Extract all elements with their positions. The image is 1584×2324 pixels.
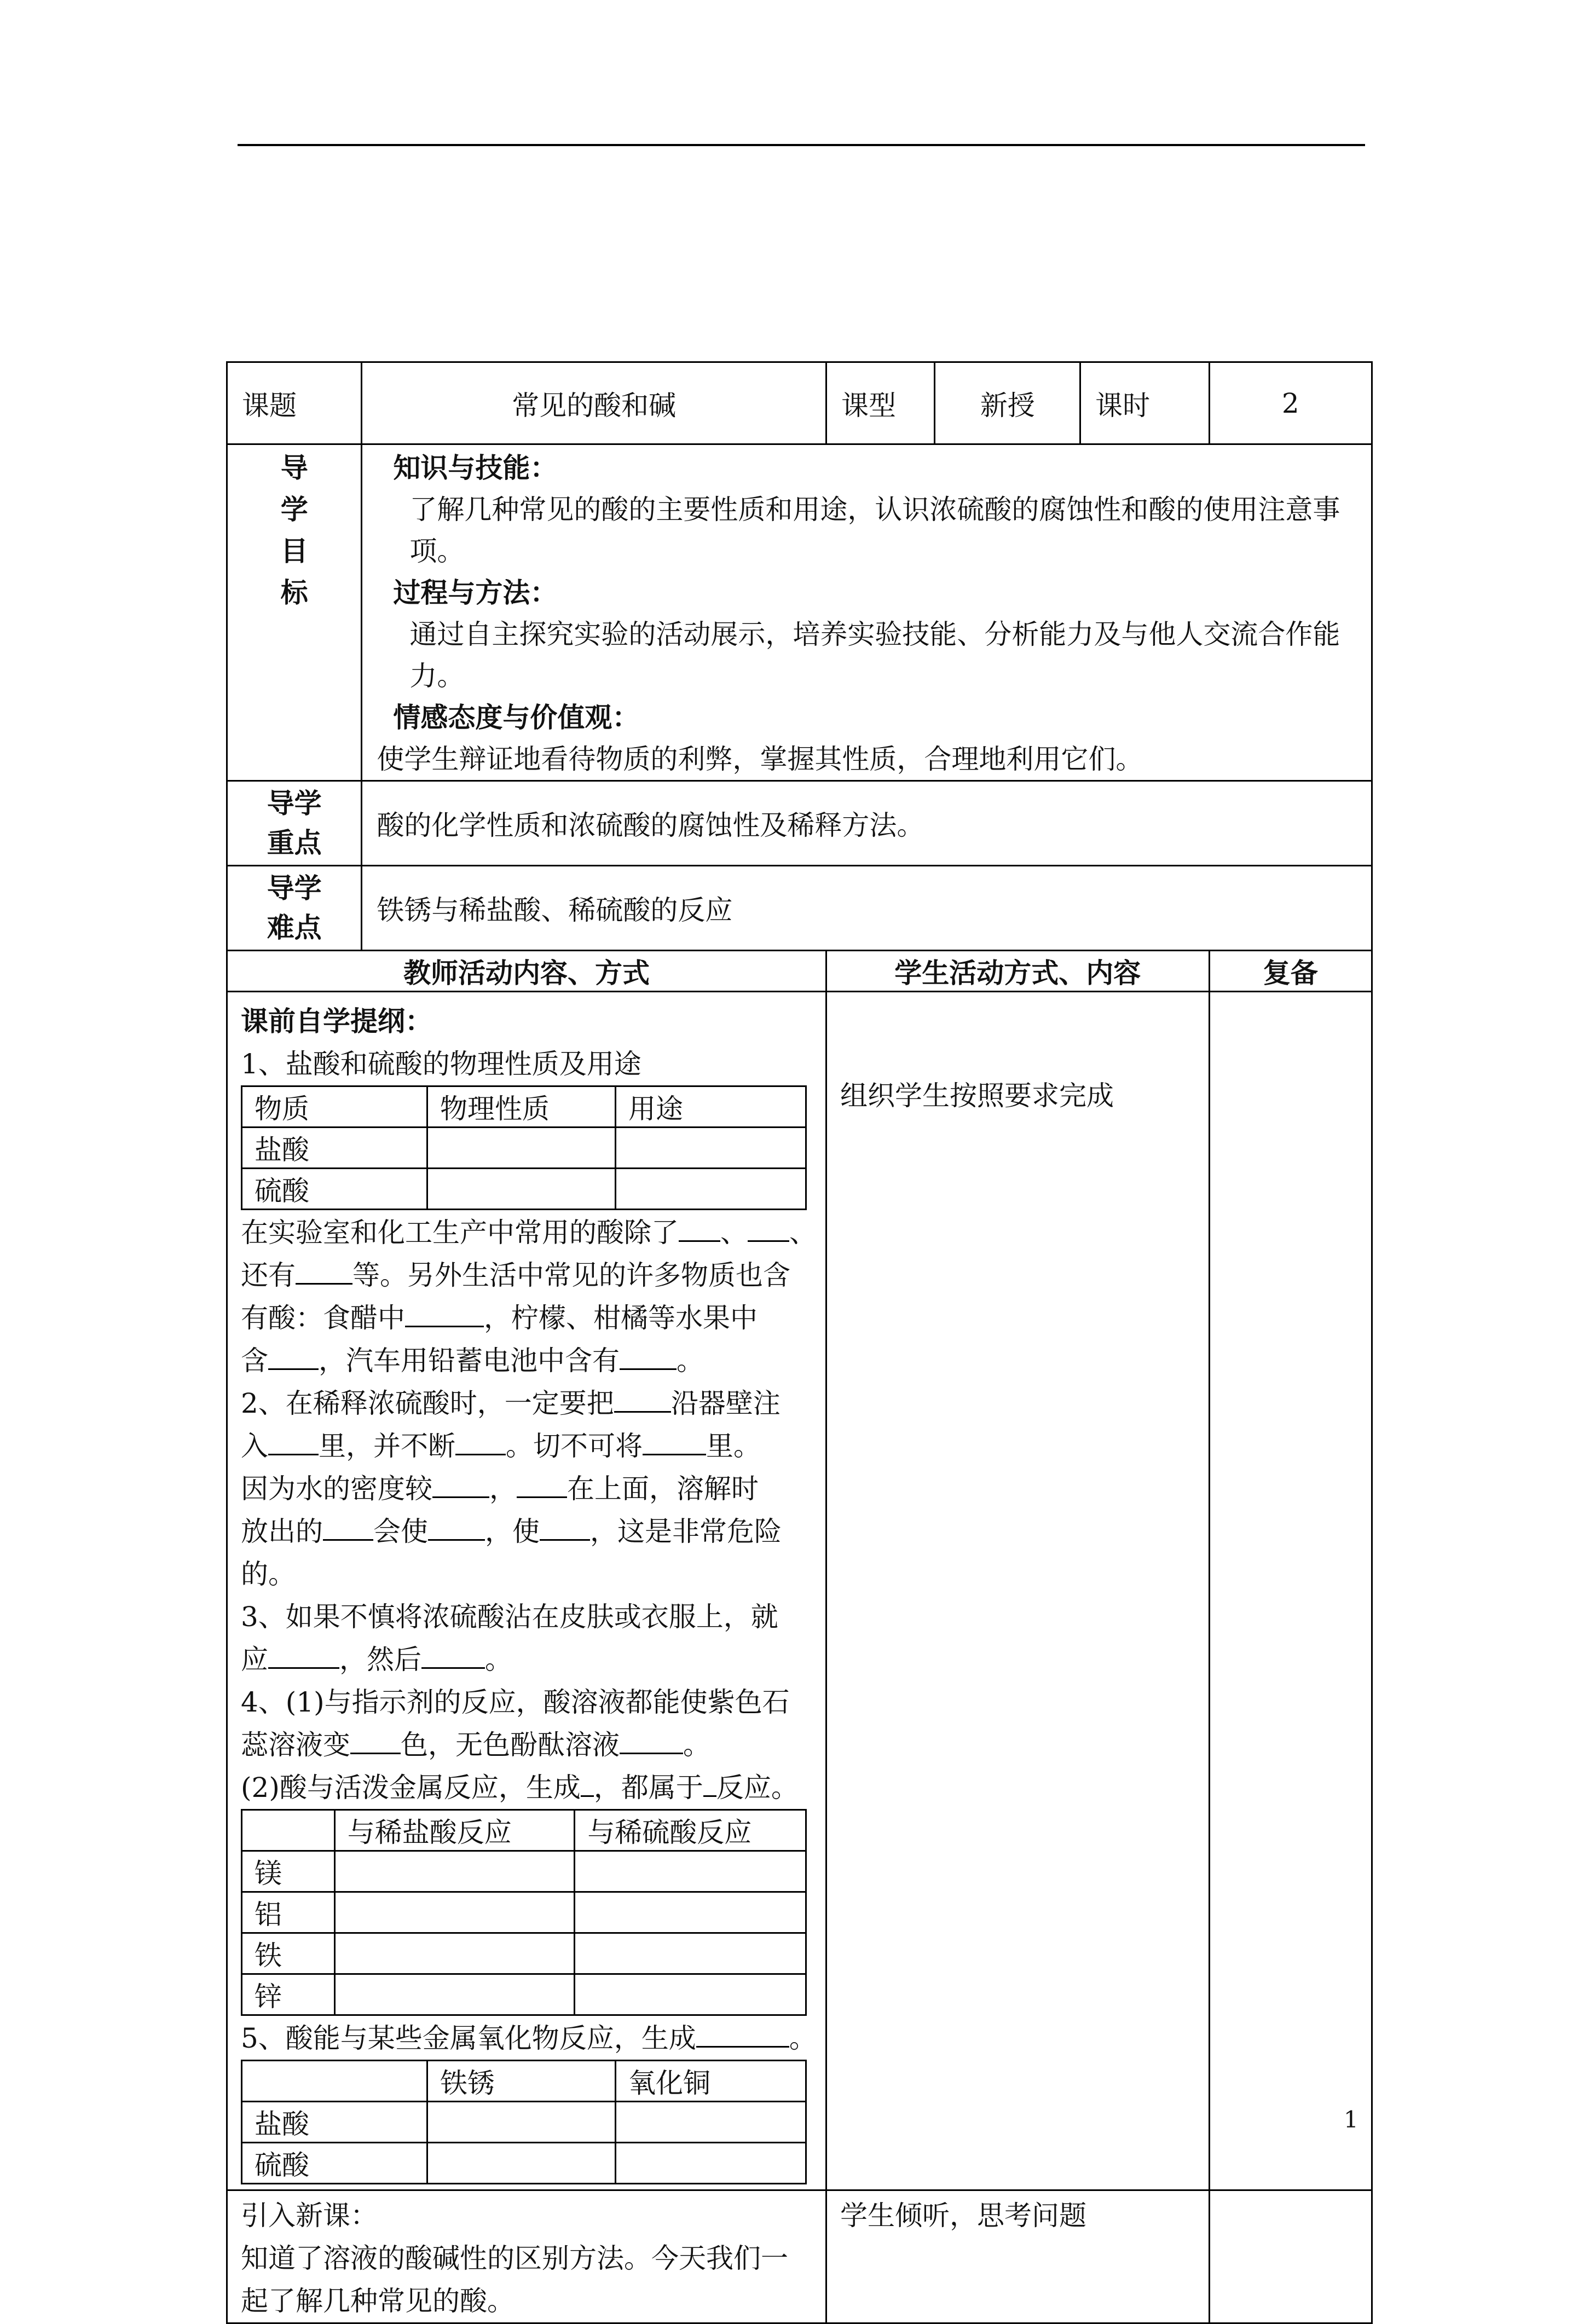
question-2-line: 的。 [241,1558,296,1590]
text-span: 。 [677,1345,704,1377]
paragraph-line [241,1339,817,1382]
table-cell [616,2102,806,2143]
subject-value: 常见的酸和碱 [362,362,826,444]
table-row [242,1892,806,1933]
hours-value: 2 [1209,362,1372,444]
fill-blank[interactable] [703,1771,716,1797]
fill-blank[interactable] [643,1430,706,1455]
fill-blank[interactable] [455,1430,506,1455]
text-span: 蕊溶液变 [241,1729,350,1761]
fill-blank[interactable] [296,1259,352,1285]
fill-blank[interactable] [268,1643,339,1669]
type-value: 新授 [935,362,1080,444]
metal-reaction-table [241,1809,807,2016]
text-span: 。 [789,2022,817,2054]
question-2-line [241,1467,817,1510]
review-column-header: 复备 [1209,951,1372,992]
table-header-cell: 与稀盐酸反应 [334,1810,575,1851]
goals-label-char: 目 [280,535,308,567]
fill-blank[interactable] [581,1771,594,1797]
question-2-line [241,1510,817,1553]
fill-blank[interactable] [268,1430,319,1455]
table-cell [334,1892,575,1933]
question-2-line [241,1382,817,1425]
goals-label-char: 导 [280,452,308,484]
text-span: ，柠檬、柑橘等水果中 [484,1302,758,1334]
text-span: ，使 [485,1516,540,1547]
table-header-cell [242,2061,427,2102]
question-4-line [241,1766,817,1809]
subject-label: 课题 [227,362,362,444]
goals-label-char: 学 [280,493,308,525]
text-span: 。 [485,1644,512,1675]
table-header-cell [242,1810,335,1851]
preview-student-activity [826,992,1210,2190]
fill-blank[interactable] [350,1728,401,1754]
table-cell [334,1933,575,1974]
fill-blank[interactable] [696,2022,789,2048]
table-row [242,1086,806,1128]
table-cell [616,2143,806,2184]
text-span: 放出的 [241,1516,323,1547]
intro-student-activity [826,2190,1210,2323]
fill-blank[interactable] [432,1472,489,1498]
table-cell: 盐酸 [242,2102,427,2143]
acid-properties-table [241,1085,807,1210]
text-span: 里，并不断 [319,1430,455,1462]
question-3-line: 3、如果不慎将浓硫酸沾在皮肤或衣服上，就 [241,1601,778,1633]
text-span: (2)酸与活泼金属反应，生成 [241,1772,581,1803]
table-row [242,1974,806,2015]
text-span: ，这是非常危险 [590,1516,782,1547]
text-span: 因为水的密度较 [241,1473,432,1505]
text-span: 2、在稀释浓硫酸时，一定要把 [241,1388,614,1419]
text-span: 等。另外生活中常见的许多物质也含 [352,1259,790,1291]
text-span: 色，无色酚酞溶液 [401,1729,620,1761]
preview-row [227,992,1372,2190]
goals-content [362,444,1372,781]
table-cell: 铁 [242,1933,335,1974]
table-cell [427,1169,616,1210]
intro-title: 引入新课： [241,2200,378,2231]
table-cell [427,2143,616,2184]
fill-blank[interactable] [614,1387,671,1413]
text-span: 反应。 [716,1772,799,1803]
intro-line: 起了解几种常见的酸。 [241,2285,514,2317]
preview-review-cell [1209,992,1372,2190]
table-cell [575,1851,806,1892]
text-span: 、 [720,1217,748,1248]
text-span: ，都属于 [593,1772,703,1803]
text-span: 在实验室和化工生产中常用的酸除了 [241,1217,679,1248]
text-span: 、 [789,1217,817,1248]
fill-blank[interactable] [405,1302,484,1327]
text-span: ，然后 [339,1644,421,1675]
preview-content [227,992,826,2190]
student-activity-text: 组织学生按照要求完成 [840,1080,1114,1112]
fill-blank[interactable] [620,1344,677,1370]
text-span: 含 [241,1345,268,1377]
text-span: 入 [241,1430,268,1462]
emotion-title: 情感态度与价值观： [393,701,640,733]
table-cell [427,2102,616,2143]
table-cell [334,1974,575,2015]
goals-row [227,444,1372,781]
table-cell: 盐酸 [242,1128,427,1169]
oxide-reaction-table [241,2060,807,2184]
hours-label: 课时 [1080,362,1209,444]
text-span: 应 [241,1644,268,1675]
fill-blank[interactable] [748,1216,789,1242]
table-cell [575,1933,806,1974]
table-row [242,1169,806,1210]
table-header-cell: 与稀硫酸反应 [575,1810,806,1851]
focus-label-line: 导学 [267,787,322,819]
table-cell: 铝 [242,1892,335,1933]
process-text: 通过自主探究实验的活动展示，培养实验技能、分析能力及与他人交流合作能力。 [409,618,1340,692]
knowledge-title: 知识与技能： [393,452,558,484]
question-3-line [241,1638,817,1681]
fill-blank[interactable] [421,1643,485,1669]
text-span: ，汽车用铅蓄电池中含有 [319,1345,620,1377]
table-cell: 锌 [242,1974,335,2015]
focus-label-line: 重点 [267,826,322,859]
page-number: 1 [1344,2106,1358,2133]
fill-blank[interactable] [540,1515,590,1541]
table-cell: 硫酸 [242,2143,427,2184]
text-span: 还有 [241,1259,296,1291]
header-row [227,362,1372,444]
preview-title: 课前自学提纲： [241,1005,432,1037]
table-header-cell: 氧化铜 [616,2061,806,2102]
fill-blank[interactable] [268,1344,319,1370]
table-row [242,1128,806,1169]
text-span: 里。 [706,1430,761,1462]
table-header-cell: 用途 [616,1086,806,1128]
intro-row [227,2190,1372,2323]
focus-text: 酸的化学性质和浓硫酸的腐蚀性及稀释方法。 [362,781,1372,866]
table-cell [575,1974,806,2015]
column-header-row [227,951,1372,992]
focus-label [227,781,362,866]
table-row [242,2061,806,2102]
intro-line: 知道了溶液的酸碱性的区别方法。今天我们一 [241,2242,788,2274]
text-span: 沿器壁注 [670,1388,781,1419]
question-4-line: 4、(1)与指示剂的反应，酸溶液都能使紫色石 [241,1686,790,1718]
goals-label-char: 标 [280,576,308,609]
question-1: 1、盐酸和硫酸的物理性质及用途 [241,1048,641,1080]
fill-blank[interactable] [679,1216,720,1242]
table-cell [427,1128,616,1169]
knowledge-text: 了解几种常见的酸的主要性质和用途，认识浓硫酸的腐蚀性和酸的使用注意事项。 [409,494,1340,567]
table-cell: 镁 [242,1851,335,1892]
goals-label [227,444,362,781]
fill-blank[interactable] [517,1472,567,1498]
lesson-plan-table [226,361,1373,2324]
question-2-line [241,1425,817,1467]
paragraph-line [241,1211,817,1254]
difficulty-label-line: 难点 [267,911,322,944]
table-row [242,1851,806,1892]
table-header-cell: 物质 [242,1086,427,1128]
text-span: 有酸：食醋中 [241,1302,405,1334]
difficulty-label [227,866,362,951]
text-span: 。 [683,1729,710,1761]
paragraph-line [241,1297,817,1339]
paragraph-line [241,1254,817,1297]
table-cell [334,1851,575,1892]
fill-blank[interactable] [428,1515,485,1541]
header-rule [238,144,1365,146]
table-header-cell: 物理性质 [427,1086,616,1128]
text-span: 5、酸能与某些金属氧化物反应，生成 [241,2022,696,2054]
table-row [242,1933,806,1974]
fill-blank[interactable] [323,1515,373,1541]
process-title: 过程与方法： [393,576,558,609]
difficulty-text: 铁锈与稀盐酸、稀硫酸的反应 [362,866,1372,951]
text-span: 。切不可将 [506,1430,643,1462]
type-label: 课型 [826,362,935,444]
text-span: 会使 [373,1516,428,1547]
text-span: 在上面，溶解时 [567,1473,759,1505]
table-row [242,2143,806,2184]
intro-student-text: 学生倾听，思考问题 [840,2200,1086,2231]
student-column-header: 学生活动方式、内容 [826,951,1210,992]
table-row [242,1810,806,1851]
teacher-column-header: 教师活动内容、方式 [227,951,826,992]
fill-blank[interactable] [620,1728,683,1754]
difficulty-row [227,866,1372,951]
question-4-line [241,1724,817,1766]
focus-row [227,781,1372,866]
emotion-text: 使学生辩证地看待物质的利弊，掌握其性质，合理地利用它们。 [377,743,1143,775]
table-cell [616,1169,806,1210]
text-span: ， [489,1473,517,1505]
intro-review-cell [1209,2190,1372,2323]
question-5-line [241,2017,817,2060]
table-header-cell: 铁锈 [427,2061,616,2102]
difficulty-label-line: 导学 [267,872,322,904]
table-cell [575,1892,806,1933]
table-row [242,2102,806,2143]
table-cell: 硫酸 [242,1169,427,1210]
table-cell [616,1128,806,1169]
intro-content [227,2190,826,2323]
